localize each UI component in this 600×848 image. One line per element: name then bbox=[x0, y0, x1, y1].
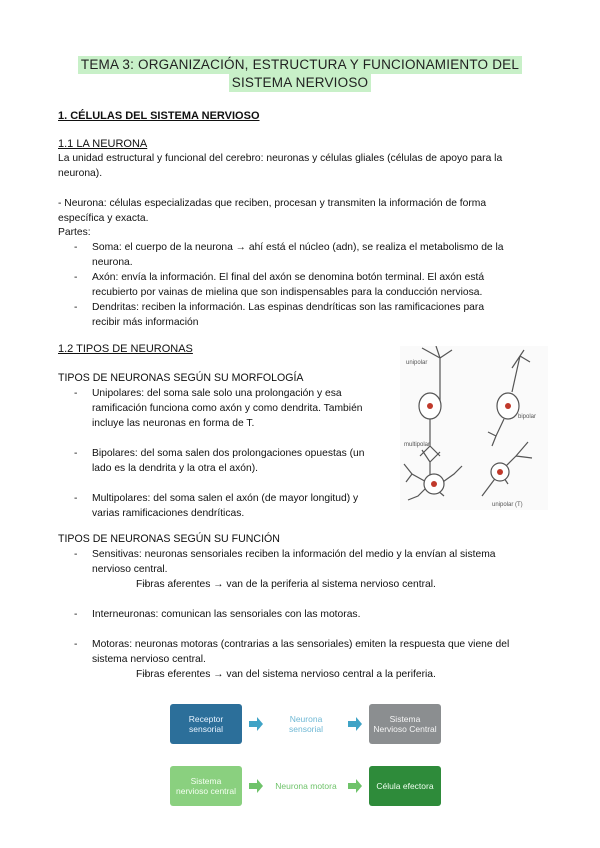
label-bipolar: bipolar bbox=[518, 414, 537, 420]
neurona-line-1: - Neurona: células especializadas que reciben, procesan y transmiten la información de forma bbox=[58, 198, 487, 209]
title-line-2: SISTEMA NERVIOSO bbox=[229, 74, 372, 92]
partes-label: Partes: bbox=[58, 227, 91, 238]
flow-afferent bbox=[170, 704, 440, 746]
neuron-types-figure bbox=[400, 346, 548, 510]
arrow-right-icon bbox=[248, 778, 264, 794]
figure-background bbox=[400, 346, 548, 510]
arrow-right-icon bbox=[248, 716, 264, 732]
intro-line-1: La unidad estructural y funcional del cerebro: neuronas y células gliales (células de apoyo para la bbox=[58, 153, 503, 164]
label-unipolar: unipolar bbox=[406, 360, 428, 366]
unipolar-t-nucleus bbox=[497, 469, 503, 475]
label-multipolar: multipolar bbox=[404, 442, 431, 448]
neurona-line-2: específica y exacta. bbox=[58, 213, 149, 224]
list-item: - Multipolares: del soma salen el axón (de mayor longitud) y varias ramificaciones dendríticas. bbox=[58, 491, 364, 521]
flow-box-snc-motor: Sistema nervioso central bbox=[170, 766, 242, 806]
flow-box-snc: Sistema Nervioso Central bbox=[369, 704, 441, 744]
flow-box-receptor: Receptor sensorial bbox=[170, 704, 242, 744]
list-item: - Axón: envía la información. El final del axón se denomina botón terminal. El axón está recubierto por vainas de mielina que son indispensables para la conducción nerviosa. bbox=[58, 270, 504, 300]
flow-box-neurona-motora: Neurona motora bbox=[275, 781, 337, 791]
section-heading: 1. CÉLULAS DEL SISTEMA NERVIOSO bbox=[58, 110, 260, 122]
list-item: - Unipolares: del soma sale solo una prolongación y esa ramificación funciona como axón y como dendrita. También incluye las neuronas en forma de T. bbox=[58, 386, 364, 431]
subsection-heading-neurona: 1.1 LA NEURONA bbox=[58, 138, 148, 150]
flow-efferent bbox=[170, 766, 440, 808]
unipolar-nucleus bbox=[427, 403, 433, 409]
list-item: - Fibras eferentes → van del sistema nervioso central a la periferia. bbox=[92, 667, 509, 682]
list-item: - Fibras aferentes → van de la periferia al sistema nervioso central. bbox=[92, 577, 509, 592]
flow-box-neurona-sensorial: Neurona sensorial bbox=[288, 714, 324, 734]
list-item: - Dendritas: reciben la información. Las espinas dendríticas son las ramificaciones para recibir más información bbox=[58, 300, 504, 330]
morfologia-list bbox=[58, 386, 364, 521]
subsection-heading-tipos: 1.2 TIPOS DE NEURONAS bbox=[58, 343, 193, 355]
arrow-right-icon bbox=[347, 778, 363, 794]
morfologia-heading: TIPOS DE NEURONAS SEGÚN SU MORFOLOGÍA bbox=[58, 372, 304, 384]
bipolar-nucleus bbox=[505, 403, 511, 409]
list-item: - Soma: el cuerpo de la neurona → ahí está el núcleo (adn), se realiza el metabolismo de la neurona. bbox=[58, 240, 504, 270]
flow-box-celula-efectora: Célula efectora bbox=[369, 766, 441, 806]
sublist bbox=[92, 577, 509, 592]
partes-list bbox=[58, 240, 504, 330]
list-item: - Bipolares: del soma salen dos prolongaciones opuestas (un lado es la dendrita y la otra el axón). bbox=[58, 446, 364, 476]
intro-line-2: neurona). bbox=[58, 168, 103, 179]
list-item: - Motoras: neuronas motoras (contrarias a las sensoriales) emiten la respuesta que viene del sistema nervioso central. - Fibras eferentes → van del sistema nervioso central a la periferia. bbox=[58, 637, 509, 682]
list-item: - Sensitivas: neuronas sensoriales reciben la información del medio y la envían al sistema nervioso central. - Fibras aferentes → van de la periferia al sistema nervioso central. bbox=[58, 547, 509, 592]
sublist bbox=[92, 667, 509, 682]
title-line-1: TEMA 3: ORGANIZACIÓN, ESTRUCTURA Y FUNCIONAMIENTO DEL bbox=[78, 56, 522, 74]
title-block bbox=[0, 56, 600, 92]
funcion-heading: TIPOS DE NEURONAS SEGÚN SU FUNCIÓN bbox=[58, 533, 280, 545]
list-item: - Interneuronas: comunican las sensoriales con las motoras. bbox=[58, 607, 509, 622]
label-unipolar-t: unipolar (T) bbox=[492, 502, 523, 508]
funcion-list bbox=[58, 547, 509, 682]
multipolar-nucleus bbox=[431, 481, 437, 487]
arrow-right-icon bbox=[347, 716, 363, 732]
